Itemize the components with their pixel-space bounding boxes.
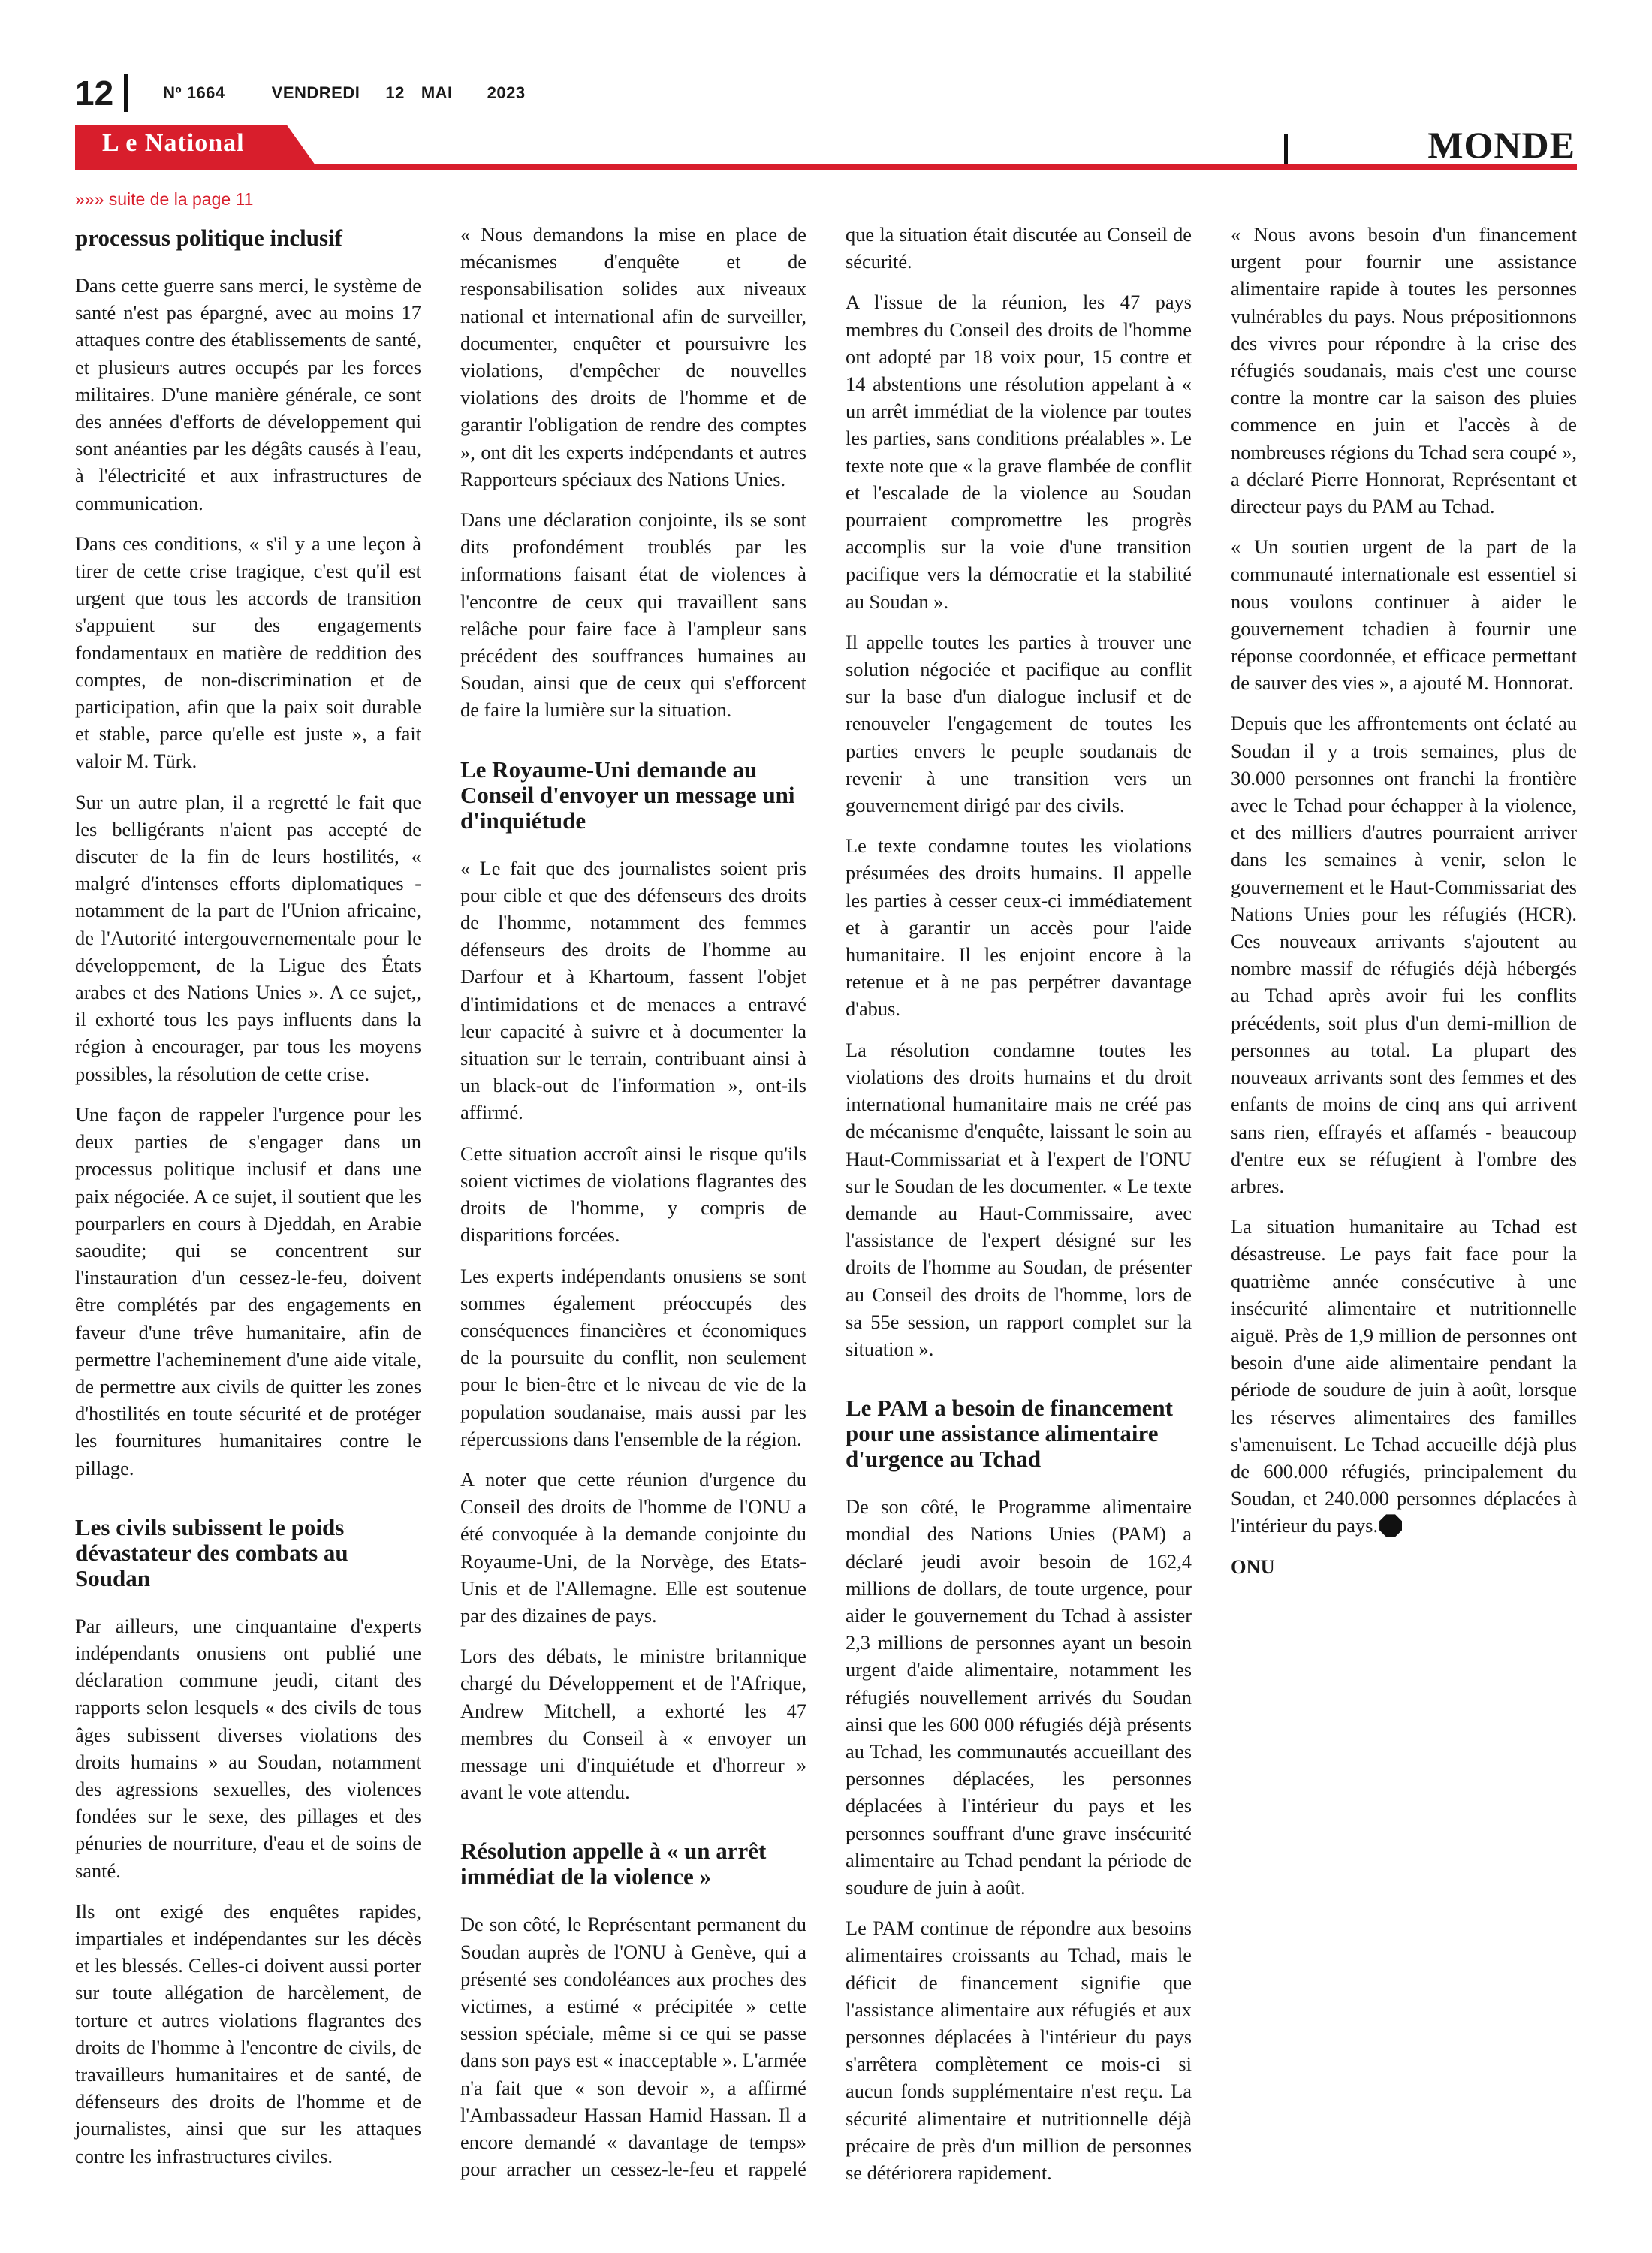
paragraph: A noter que cette réunion d'urgence du Conseil des droits de l'homme de l'ONU a été convoquée à la demande conjointe du Royaume-Uni, de la Norvège, des Etats-Unis et de l'Allemagne. Elle est soutenue par des dizaines de pays. <box>460 1467 806 1627</box>
header-divider <box>124 74 128 112</box>
paragraph: Cette situation accroît ainsi le risque qu'ils soient victimes de violations flagrantes des droits de l'homme, y compris de disparitions forcées. <box>460 1142 806 1247</box>
issue-day: VENDREDI <box>271 83 360 102</box>
subheading: Le Royaume-Uni demande au Conseil d'envoyer un message uni d'inquiétude <box>460 756 795 834</box>
issue-month: MAI <box>421 83 453 102</box>
section-divider <box>1284 134 1288 164</box>
paragraph: A l'issue de la réunion, les 47 pays membres du Conseil des droits de l'homme ont adopté par 18 voix pour, 15 contre et 14 abstentions une résolution appelant à « un arrêt immédiat de la violence par toutes les parties, sans conditions préalables ». Le texte note que « la grave flambée de conflit et l'escalade de la violence au Soudan pourraient compromettre les progrès accomplis sur la voie d'une transition pacifique vers la démocratie et la stabilité au Soudan ». <box>846 291 1192 613</box>
paragraph-text: La situation humanitaire au Tchad est désastreuse. Le pays fait face pour la quatrième année consécutive à une insécurité alimentaire et nutritionnelle aiguë. Près de 1,9 million de personnes ont besoin d'une aide alimentaire pendant la période de soudure de juin à août, lorsque les réserves alimentaires des familles s'amenuisent. Le Tchad accueille déjà plus de 600.000 réfugiés, principalement du Soudan, et 240.000 personnes déplacées à l'intérieur du pays. <box>1231 1215 1577 1537</box>
paragraph: Les experts indépendants onusiens se sont sommes également préoccupés des conséquences financières et économiques de la poursuite du conflit, non seulement pour le bien-être et le niveau de vie de la population soudanaise, mais aussi par les répercussions dans l'ensemble de la région. <box>460 1264 806 1450</box>
continued-from: »»» suite de la page 11 <box>75 189 254 209</box>
paragraph: Le PAM continue de répondre aux besoins alimentaires croissants au Tchad, mais le déficit de financement signifie que l'assistance alimentaire aux réfugiés et aux personnes déplacées à l'intérieur du pays s'arrêtera complètement ce mois-ci si aucun fonds supplémentaire n'est reçu. La sécurité alimentaire et nutritionnelle déjà précaire de près d'un million de personnes se détériorera rapidement. <box>846 1917 1192 2184</box>
subheading: Les civils subissent le poids dévastateur des combats au Soudan <box>75 1513 348 1591</box>
issue-year: 2023 <box>487 83 526 102</box>
paragraph: Le texte condamne toutes les violations présumées des droits humains. Il appelle les parties à cesser ceux-ci immédiatement et à garantir un accès pour l'aide humanitaire. Il les enjoint encore à la retenue et à ne pas perpétrer davantage d'abus. <box>846 834 1192 1021</box>
paragraph: Par ailleurs, une cinquantaine d'experts indépendants onusiens ont publié une déclaration commune jeudi, citant des rapports selon lesquels « des civils de tous âges subissent diverses violations des droits humains » au Soudan, notamment des agressions sexuelles, des violences fondées sur le sexe, des pillages et des pénuries de nourriture, d'eau et de soins de santé. <box>75 1614 421 1882</box>
subheading: Le PAM a besoin de financement pour une assistance alimentaire d'urgence au Tchad <box>846 1395 1173 1473</box>
subheading: Résolution appelle à « un arrêt immédiat de la violence » <box>460 1838 767 1890</box>
article-signature: ONU <box>1231 1555 1275 1578</box>
header-rule <box>75 164 1577 170</box>
page-number: 12 <box>75 74 114 113</box>
paragraph: Une façon de rappeler l'urgence pour les deux parties de s'engager dans un processus politique inclusif et dans une paix négociée. A ce sujet, il soutient que les pourparlers en cours à Djeddah, en Arabie saoudite; qui se concentrent sur l'instauration d'un cessez-le-feu, doivent être complétés par des engagements en faveur d'une trêve humanitaire, afin de permettre l'acheminement d'une aide vitale, de permettre aux civils de quitter les zones d'hostilités en toute sécurité et de protéger les fournitures humanitaires contre le pillage. <box>75 1102 421 1479</box>
paragraph: Dans ces conditions, « s'il y a une leçon à tirer de cette crise tragique, c'est qu'il est urgent que tous les accords de transition s'appuient sur des engagements fondamentaux en matière de reddition des comptes, de non-discrimination et de participation, afin que la paix soit durable et stable, parce qu'elle est juste », a fait valoir M. Türk. <box>75 532 421 773</box>
subheading: processus politique inclusif <box>75 225 343 251</box>
paragraph: Dans cette guerre sans merci, le système de santé n'est pas épargné, avec au moins 17 attaques contre des établissements de santé, et plusieurs autres occupés par les forces militaires. D'une manière générale, ce sont des années d'efforts de développement qui sont anéanties par les dégâts causés à l'eau, à l'électricité et aux infrastructures de communication. <box>75 274 421 514</box>
page-header <box>75 72 551 114</box>
newspaper-logo: L e National <box>102 129 245 157</box>
paragraph: « Un soutien urgent de la part de la communauté internationale est essentiel si nous voulons continuer à aider le gouvernement tchadien à fournir une réponse coordonnée, et efficace permettant de sauver des vies », a ajouté M. Honnorat. <box>1231 535 1577 695</box>
paragraph: « Nous avons besoin d'un financement urgent pour fournir une assistance alimentaire rapide à toutes les personnes vulnérables du pays. Nous prépositionnons des vivres pour répondre à la crise des réfugiés soudanais, mais c'est une course contre la montre car la saison des pluies commence en juin et l'accès à de nombreuses régions du Tchad sera coupé », a déclaré Pierre Honnorat, Représentant et directeur pays du PAM au Tchad. <box>1231 223 1577 518</box>
issue-date: 12 <box>385 83 405 102</box>
paragraph: Dans une déclaration conjointe, ils se sont dits profondément troublés par les informations faisant état de violences à l'encontre de ceux qui travaillent sans relâche pour faire face à l'ampleur sans précédent des souffrances humaines au Soudan, ainsi que de ceux qui s'efforcent de faire la lumière sur la situation. <box>460 508 806 722</box>
paragraph: Il appelle toutes les parties à trouver une solution négociée et pacifique au conflit sur la base d'un dialogue inclusif et de renouveler l'engagement de toutes les parties envers le peuple soudanais de revenir à une transition vers un gouvernement dirigé par des civils. <box>846 630 1192 817</box>
paragraph: Lors des débats, le ministre britannique chargé du Développement et de l'Afrique, Andrew Mitchell, a exhorté les 47 membres du Conseil à « envoyer un message uni d'inquiétude et d'horreur » avant le vote attendu. <box>460 1645 806 1804</box>
paragraph: « Le fait que des journalistes soient pris pour cible et que des défenseurs des droits de l'homme, notamment des femmes défenseurs des droits de l'homme au Darfour et à Khartoum, fassent l'objet d'intimidations et de menaces a entravé leur capacité à suivre et à documenter la situation sur le terrain, contribuant ainsi à un black-out de l'information », ont-ils affirmé. <box>460 856 806 1124</box>
paragraph-final <box>1231 1213 1577 1539</box>
paragraph: Depuis que les affrontements ont éclaté au Soudan il y a trois semaines, plus de 30.000 personnes ont franchi la frontière avec le Tchad pour échapper à la violence, et des milliers d'autres pourraient arriver dans les semaines à venir, selon le gouvernement et le Haut-Commissariat des Nations Unies pour les réfugiés (HCR). Ces nouveaux arrivants s'ajoutent au nombre massif de réfugiés déjà hébergés au Tchad après avoir fui les conflits précédents, soit plus d'un demi-million de personnes au total. La plupart des nouveaux arrivants sont des femmes et des enfants de moins de cinq ans qui arrivent sans rien, effrayés et affamés - beaucoup d'entre eux se réfugient à l'ombre des arbres. <box>1231 712 1577 1197</box>
paragraph: « Nous demandons la mise en place de mécanismes d'enquête et de responsabilisation solides aux niveaux national et international afin de surveiller, documenter, enquêter et poursuivre les violations, d'empêcher de nouvelles violations des droits de l'homme et de garantir l'obligation de rendre des comptes », ont dit les experts indépendants et autres Rapporteurs spéciaux des Nations Unies. <box>460 223 806 490</box>
section-title: MONDE <box>1427 124 1575 166</box>
article-body <box>75 221 1577 2211</box>
paragraph: Ils ont exigé des enquêtes rapides, impartiales et indépendantes sur les décès et les blessés. Celles-ci doivent aussi porter sur toute allégation de harcèlement, de torture et autres violations flagrantes des droits de l'homme à l'encontre de civils, de travailleurs humanitaires et de santé, de défenseurs des droits de l'homme et de journalistes, ainsi que sur les attaques contre les infrastructures civiles. <box>75 1899 421 2167</box>
issue-number: Nº 1664 <box>163 83 225 102</box>
end-of-article-icon <box>1379 1514 1402 1537</box>
paragraph: De son côté, le Représentant permanent du Soudan auprès de l'ONU à Genève, qui a présenté ses condoléances aux proches des victimes, a estimé « précipitée » cette session spéciale, même si ce qui se passe dans son pays est « inacceptable ». L'armée n'a fait que « son devoir », a affirmé l'Ambassadeur Hassan Hamid Hassan. Il a encore demandé « davantage de temps» pour arracher un cessez-le-feu et rappelé que la situation était discutée au Conseil de sécurité. <box>460 223 1192 2181</box>
paragraph: Sur un autre plan, il a regretté le fait que les belligérants n'aient pas accepté de discuter de la fin de leurs hostilités, « malgré d'intenses efforts diplomatiques - notamment de la part de l'Union africaine, de l'Autorité intergouvernementale pour le développement, de la Ligue des États arabes et des Nations Unies ». A ce sujet,, il exhorté tous les pays influents dans la région à encourager, par tous les moyens possibles, la résolution de cette crise. <box>75 790 421 1085</box>
paragraph: La résolution condamne toutes les violations des droits humains et du droit international humanitaire mais ne créé pas de mécanisme d'enquête, laissant le soin au Haut-Commissariat et à l'expert de l'ONU sur le Soudan de les documenter. « Le texte demande au Haut-Commissaire, avec l'assistance de l'expert désigné sur les droits de l'homme au Soudan, de présenter au Conseil des droits de l'homme, lors de sa 55e session, un rapport complet sur la situation ». <box>846 1038 1192 1360</box>
paragraph: De son côté, le Programme alimentaire mondial des Nations Unies (PAM) a déclaré jeudi avoir besoin de 162,4 millions de dollars, de toute urgence, pour aider le gouvernement du Tchad à assister 2,3 millions de personnes ayant un besoin urgent d'aide alimentaire, notamment les réfugiés nouvellement arrivés du Soudan ainsi que les 600 000 réfugiés déjà présents au Tchad, les communautés accueillant des personnes déplacées, les personnes déplacées à l'intérieur du pays et les personnes souffrant d'une grave insécurité alimentaire au Tchad pendant la période de soudure de juin à août. <box>846 1495 1192 1899</box>
